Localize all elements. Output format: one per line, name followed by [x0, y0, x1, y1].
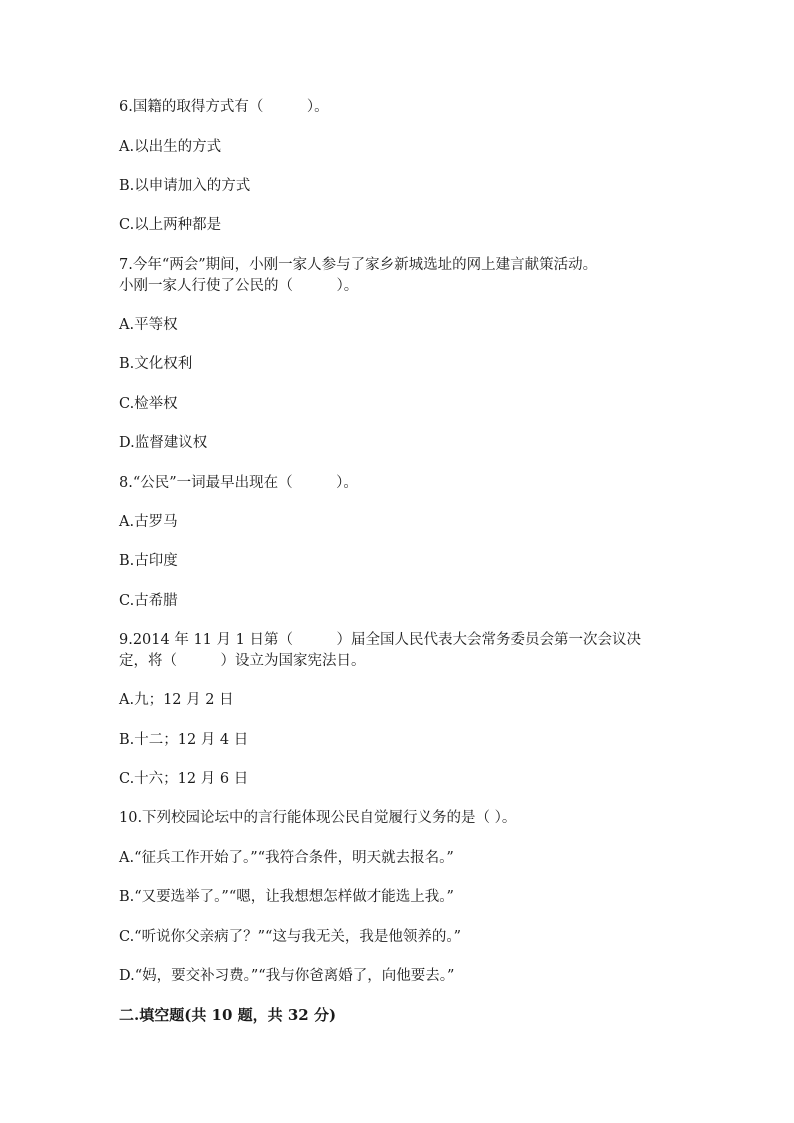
question-7-option-d: D.监督建议权 — [119, 435, 208, 451]
question-8-option-a: A.古罗马 — [119, 514, 178, 530]
question-7-stem-line-1: 7.今年“两会”期间，小刚一家人参与了家乡新城选址的网上建言献策活动。 — [119, 257, 598, 273]
question-9-stem-line-1: 9.2014 年 11 月 1 日第（ ）届全国人民代表大会常务委员会第一次会议决 — [119, 632, 641, 648]
question-7-stem-line-2: 小刚一家人行使了公民的（ ）。 — [119, 278, 359, 294]
question-10-option-d: D.“妈，要交补习费。”“我与你爸离婚了，向他要去。” — [119, 968, 455, 984]
question-10-option-b: B.“又要选举了。”“嗯，让我想想怎样做才能选上我。” — [119, 889, 454, 905]
section-title: 二.填空题(共 10 题，共 32 分) — [119, 1006, 337, 1024]
question-9-option-b: B.十二；12 月 4 日 — [119, 732, 249, 748]
question-6-option-b: B.以申请加入的方式 — [119, 178, 251, 194]
question-10-stem: 10.下列校园论坛中的言行能体现公民自觉履行义务的是（ ）。 — [119, 810, 517, 826]
question-6-stem: 6.国籍的取得方式有（ ）。 — [119, 99, 329, 115]
question-7-option-c: C.检举权 — [119, 396, 178, 412]
question-9-stem-line-2: 定，将（ ）设立为国家宪法日。 — [119, 653, 366, 669]
question-8-option-b: B.古印度 — [119, 553, 178, 569]
question-9-option-a: A.九；12 月 2 日 — [119, 692, 234, 708]
question-7-option-a: A.平等权 — [119, 317, 178, 333]
question-10-option-c: C.“听说你父亲病了？”“这与我无关，我是他领养的。” — [119, 929, 462, 945]
question-8-stem: 8.“公民”一词最早出现在（ ）。 — [119, 475, 358, 491]
question-9-option-c: C.十六；12 月 6 日 — [119, 771, 249, 787]
question-7-option-b: B.文化权利 — [119, 356, 193, 372]
question-8-option-c: C.古希腊 — [119, 593, 178, 609]
question-10-option-a: A.“征兵工作开始了。”“我符合条件，明天就去报名。” — [119, 850, 454, 866]
question-6-option-c: C.以上两种都是 — [119, 217, 222, 233]
question-6-option-a: A.以出生的方式 — [119, 139, 222, 155]
